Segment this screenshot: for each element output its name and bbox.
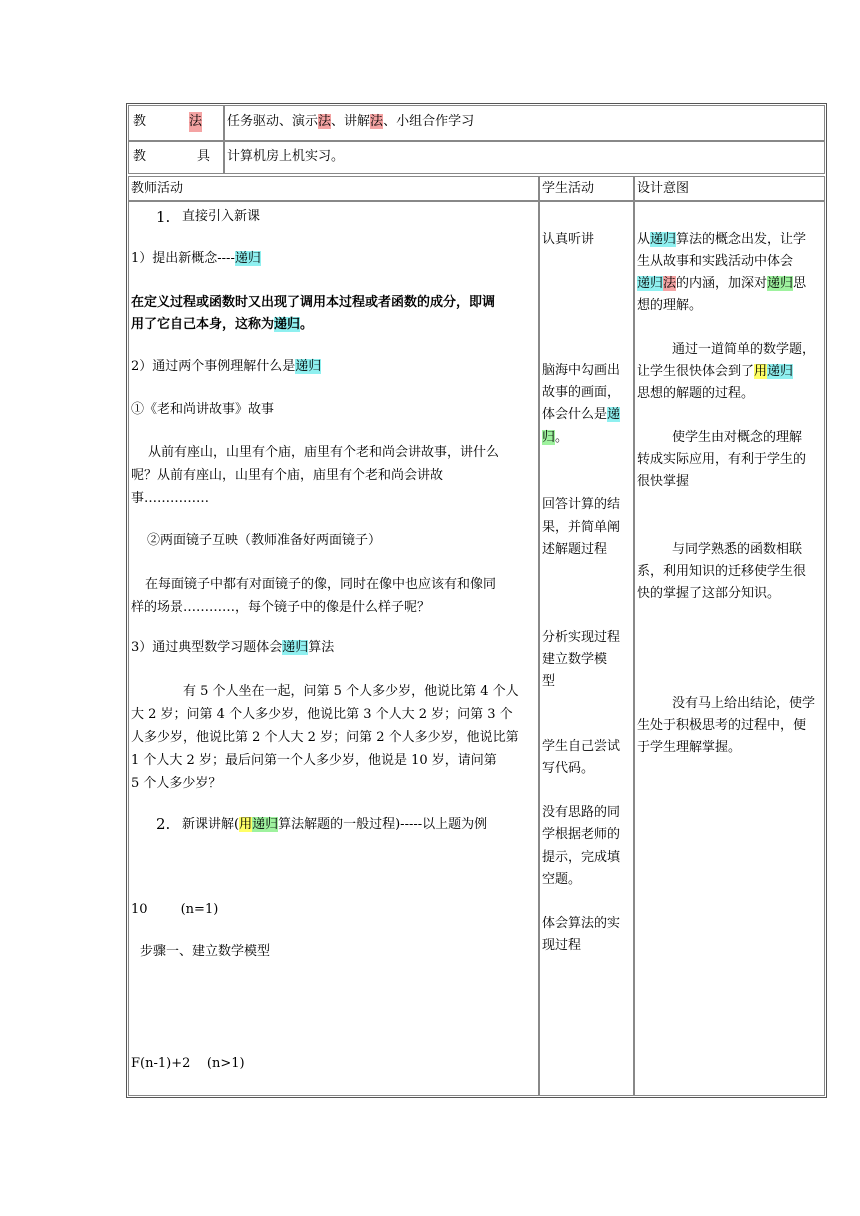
tools-label-cell xyxy=(128,141,224,174)
student-activity-6-line-1: 没有思路的同 xyxy=(542,805,621,820)
method-label-a: 教 xyxy=(133,114,147,129)
student-activity-6-line-2: 学根据老师的 xyxy=(542,827,621,842)
mirror-title: ②两面镜子互映（教师准备好两面镜子） xyxy=(147,533,382,548)
definition-text: 用了它自己本身，这称为 xyxy=(131,317,275,332)
new-concept-line xyxy=(131,249,261,269)
student-activity-6-line-4: 空题。 xyxy=(542,872,582,887)
problem-line-3: 人多少岁，他说比第 2 个人大 2 岁；问第 2 个人多少岁，他说比第 xyxy=(131,730,519,745)
student-activity-3-line-2: 果，并简单阐 xyxy=(542,520,621,535)
student-activity-2-text: 体会什么是 xyxy=(542,407,608,422)
definition-end: 。 xyxy=(300,317,314,332)
definition-line-2 xyxy=(131,315,313,335)
design-2-highlight-a: 用 xyxy=(754,364,768,379)
design-1-line-4: 想的理解。 xyxy=(637,298,703,313)
section-2-title xyxy=(182,815,487,835)
new-concept-text: 1）提出新概念---- xyxy=(131,251,235,266)
student-activity-1: 认真听讲 xyxy=(542,232,595,247)
design-1-line-1 xyxy=(637,230,806,250)
design-4-line-3: 快的掌握了这部分知识。 xyxy=(637,586,781,601)
method-label-b: 法 xyxy=(189,112,202,132)
story-line-2: 呢？从前有座山，山里有个庙，庙里有个老和尚会讲故 xyxy=(131,468,444,483)
mirror-line-1: 在每面镜子中都有对面镜子的像，同时在像中也应该有和像同 xyxy=(145,577,497,592)
design-1-highlight-d: 递归 xyxy=(767,276,794,291)
design-intent-cell xyxy=(634,201,825,1096)
student-activity-5-line-2: 写代码。 xyxy=(542,761,595,776)
design-3-line-1: 使学生由对概念的理解 xyxy=(672,430,803,445)
design-2-highlight-b: 递归 xyxy=(767,364,794,379)
student-activity-2-line-4 xyxy=(542,428,568,448)
student-activity-cell xyxy=(539,201,634,1096)
design-4-line-1: 与同学熟悉的函数相联 xyxy=(672,542,803,557)
definition-line-1: 在定义过程或函数时又出现了调用本过程或者函数的成分，即调 xyxy=(131,295,496,310)
method-label-cell xyxy=(128,105,224,141)
design-5-line-3: 于学生理解掌握。 xyxy=(637,740,742,755)
new-concept-highlight: 递归 xyxy=(234,251,261,266)
examples-line xyxy=(131,357,321,377)
math-problem-line xyxy=(131,638,334,658)
section-2-highlight-a: 用 xyxy=(239,817,253,832)
design-column-header: 设计意图 xyxy=(637,181,690,196)
student-activity-2-line-1: 脑海中勾画出 xyxy=(542,363,621,378)
design-1-line-2: 生从故事和实践活动中体会 xyxy=(637,254,794,269)
section-2-text: 新课讲解( xyxy=(182,817,240,832)
definition-highlight: 递归 xyxy=(274,317,301,332)
section-2-highlight-b: 递归 xyxy=(252,817,279,832)
examples-text: 2）通过两个事例理解什么是 xyxy=(131,359,296,374)
design-2-line-1: 通过一道简单的数学题， xyxy=(672,342,816,357)
design-4-line-2: 系，利用知识的迁移使学生很 xyxy=(637,564,807,579)
design-header-cell xyxy=(634,176,825,201)
design-1-highlight-b: 递归 xyxy=(637,276,664,291)
examples-highlight: 递归 xyxy=(295,359,322,374)
section-2-number: 2. xyxy=(156,815,171,833)
student-activity-4-line-1: 分析实现过程 xyxy=(542,630,621,645)
step-1-title: 步骤一、建立数学模型 xyxy=(140,944,271,959)
design-1-highlight-a: 递归 xyxy=(650,232,677,247)
story-title: ①《老和尚讲故事》故事 xyxy=(131,402,275,417)
design-1-text-c: 的内涵，加深对 xyxy=(676,276,768,291)
student-activity-7-line-1: 体会算法的实 xyxy=(542,916,621,931)
design-2-text: 让学生很快体会到了 xyxy=(637,364,755,379)
formula-recursive-case: F(n-1)+2 (n>1) xyxy=(131,1056,245,1071)
design-1-highlight-c: 法 xyxy=(663,276,677,291)
tools-value-cell xyxy=(224,141,825,174)
design-5-line-1: 没有马上给出结论，使学 xyxy=(672,696,816,711)
design-1-text-d: 思 xyxy=(793,276,807,291)
section-1-title: 直接引入新课 xyxy=(182,209,261,224)
design-5-line-2: 生处于积极思考的过程中，便 xyxy=(637,718,807,733)
section-2-suffix: 算法解题的一般过程)-----以上题为例 xyxy=(278,817,488,832)
student-activity-2-highlight-a: 递 xyxy=(607,407,621,422)
math-problem-suffix: 算法 xyxy=(308,640,335,655)
story-line-1: 从前有座山，山里有个庙，庙里有个老和尚会讲故事，讲什么 xyxy=(148,445,500,460)
design-1-text-b: 算法的概念出发，让学 xyxy=(676,232,807,247)
problem-line-4: 1 个人大 2 岁；最后问第一个人多少岁，他说是 10 岁，请问第 xyxy=(131,753,497,768)
design-1-line-3 xyxy=(637,274,806,294)
student-activity-2-line-3 xyxy=(542,405,620,425)
student-activity-7-line-2: 现过程 xyxy=(542,938,582,953)
design-2-line-2 xyxy=(637,362,793,382)
tools-label-a: 教 xyxy=(133,149,147,164)
design-3-line-3: 很快掌握 xyxy=(637,474,690,489)
student-activity-3-line-1: 回答计算的结 xyxy=(542,497,621,512)
formula-base-case: 10 (n=1) xyxy=(131,902,219,917)
problem-line-2: 大 2 岁；问第 4 个人多少岁，他说比第 3 个人大 2 岁；问第 3 个 xyxy=(131,707,513,722)
method-value-cell xyxy=(224,105,825,141)
section-1-number: 1. xyxy=(156,208,171,226)
story-line-3: 事…………… xyxy=(131,491,210,506)
student-activity-4-line-3: 型 xyxy=(542,674,556,689)
design-1-text-a: 从 xyxy=(637,232,651,247)
student-header-cell xyxy=(539,176,634,201)
student-activity-3-line-3: 述解题过程 xyxy=(542,542,608,557)
student-activity-5-line-1: 学生自己尝试 xyxy=(542,739,621,754)
problem-line-1: 有 5 个人坐在一起，问第 5 个人多少岁，他说比第 4 个人 xyxy=(183,684,519,699)
student-activity-6-line-3: 提示，完成填 xyxy=(542,850,621,865)
math-problem-text: 3）通过典型数学习题体会 xyxy=(131,640,283,655)
student-activity-2-highlight-b: 归 xyxy=(542,430,556,445)
tools-value: 计算机房上机实习。 xyxy=(227,149,345,164)
student-activity-2-line-2: 故事的画面， xyxy=(542,385,621,400)
math-problem-highlight: 递归 xyxy=(282,640,309,655)
design-2-line-3: 思想的解题的过程。 xyxy=(637,386,755,401)
student-activity-2-end: 。 xyxy=(555,430,569,445)
student-activity-4-line-2: 建立数学模 xyxy=(542,652,608,667)
mirror-line-2: 样的场景…………，每个镜子中的像是什么样子呢？ xyxy=(131,600,431,615)
method-value: 任务驱动、演示法、讲解法、小组合作学习 xyxy=(227,114,475,129)
teacher-column-header: 教师活动 xyxy=(131,181,184,196)
problem-line-5: 5 个人多少岁？ xyxy=(131,776,222,791)
student-column-header: 学生活动 xyxy=(542,181,595,196)
tools-label-b: 具 xyxy=(197,149,211,164)
teacher-header-cell xyxy=(128,176,539,201)
design-3-line-2: 转成实际应用，有利于学生的 xyxy=(637,452,807,467)
